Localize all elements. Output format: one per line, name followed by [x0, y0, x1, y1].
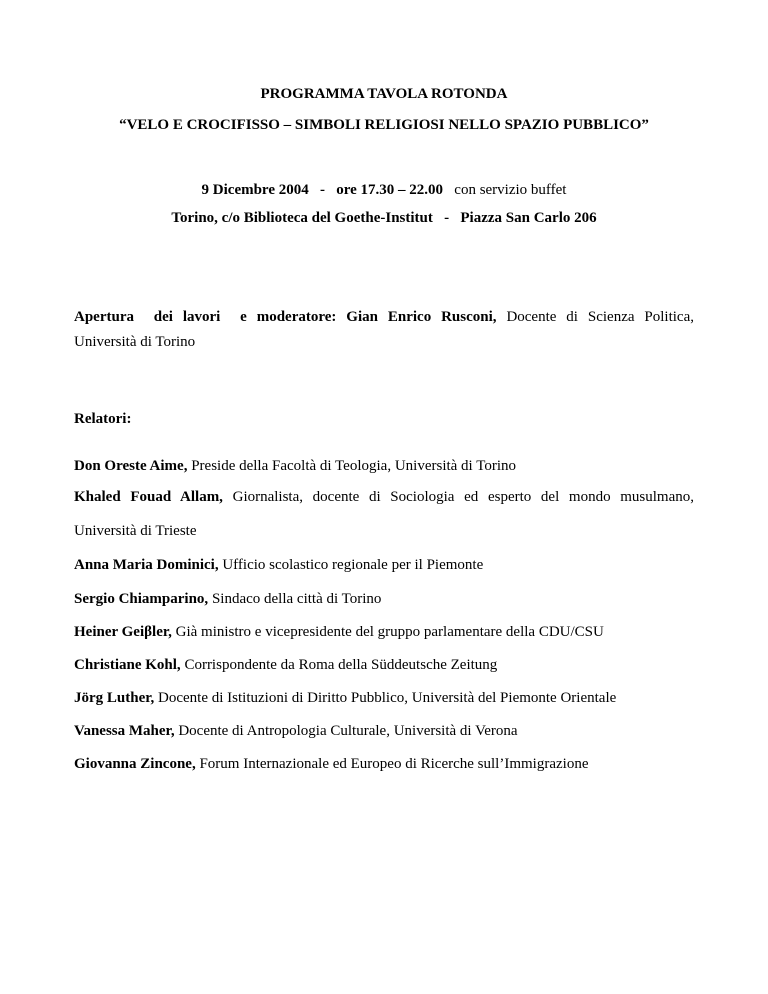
event-venue: Torino, c/o Biblioteca del Goethe-Institut [171, 210, 433, 226]
opening-role: Docente di Scienza Politica, [506, 309, 694, 325]
speaker-desc: Ufficio scolastico regionale per il Piemonte [222, 557, 484, 573]
event-time: ore 17.30 – 22.00 [336, 182, 444, 198]
event-datetime [0, 182, 768, 199]
list-item [74, 557, 694, 591]
speakers-heading: Relatori: [74, 411, 132, 427]
list-item [74, 489, 694, 523]
speaker-name: Vanessa Maher, [74, 723, 175, 739]
speaker-name: Christiane Kohl, [74, 657, 181, 673]
list-item [74, 458, 694, 489]
speakers-list [74, 458, 694, 789]
event-extra: con servizio buffet [454, 182, 567, 198]
speaker-name: Sergio Chiamparino, [74, 591, 209, 607]
speaker-desc: Corrispondente da Roma della Süddeutsche Zeitung [184, 657, 498, 673]
list-item [74, 690, 694, 723]
list-item [74, 756, 694, 789]
speaker-name: Khaled Fouad Allam, [74, 489, 223, 505]
speaker-name: Don Oreste Aime, [74, 458, 188, 474]
speaker-desc: Docente di Istituzioni di Diritto Pubblico, Università del Piemonte Orientale [158, 690, 617, 706]
separator: - [319, 182, 325, 198]
speaker-desc: Docente di Antropologia Culturale, Università di Verona [178, 723, 518, 739]
document-subtitle: “VELO E CROCIFISSO – SIMBOLI RELIGIOSI NELLO SPAZIO PUBBLICO” [119, 117, 649, 133]
event-address: Piazza San Carlo 206 [460, 210, 597, 226]
speaker-name: Jörg Luther, [74, 690, 155, 706]
speaker-desc: Giornalista, docente di Sociologia ed esperto del mondo musulmano, [232, 489, 694, 505]
document-title: PROGRAMMA TAVOLA ROTONDA [260, 86, 508, 102]
event-date: 9 Dicembre 2004 [201, 182, 309, 198]
speaker-desc: Già ministro e vicepresidente del gruppo parlamentare della CDU/CSU [175, 624, 604, 640]
opening-paragraph [74, 309, 694, 351]
speaker-desc: Forum Internazionale ed Europeo di Ricerche sull’Immigrazione [199, 756, 589, 772]
separator: - [444, 210, 450, 226]
speaker-desc: Sindaco della città di Torino [211, 591, 382, 607]
list-item [74, 657, 694, 690]
speaker-desc: Preside della Facoltà di Teologia, Università di Torino [191, 458, 516, 474]
list-item [74, 591, 694, 624]
speaker-name: Giovanna Zincone, [74, 756, 196, 772]
opening-line-1 [74, 309, 694, 326]
list-item [74, 723, 694, 756]
speaker-name: Anna Maria Dominici, [74, 557, 219, 573]
event-location [0, 210, 768, 227]
opening-label: Apertura dei lavori e moderatore: Gian Enrico Rusconi, [74, 309, 497, 325]
speaker-desc-continued: Università di Trieste [74, 523, 197, 539]
speaker-name: Heiner Geiβler, [74, 624, 172, 640]
opening-affiliation: Università di Torino [74, 334, 196, 350]
list-item [74, 624, 694, 657]
